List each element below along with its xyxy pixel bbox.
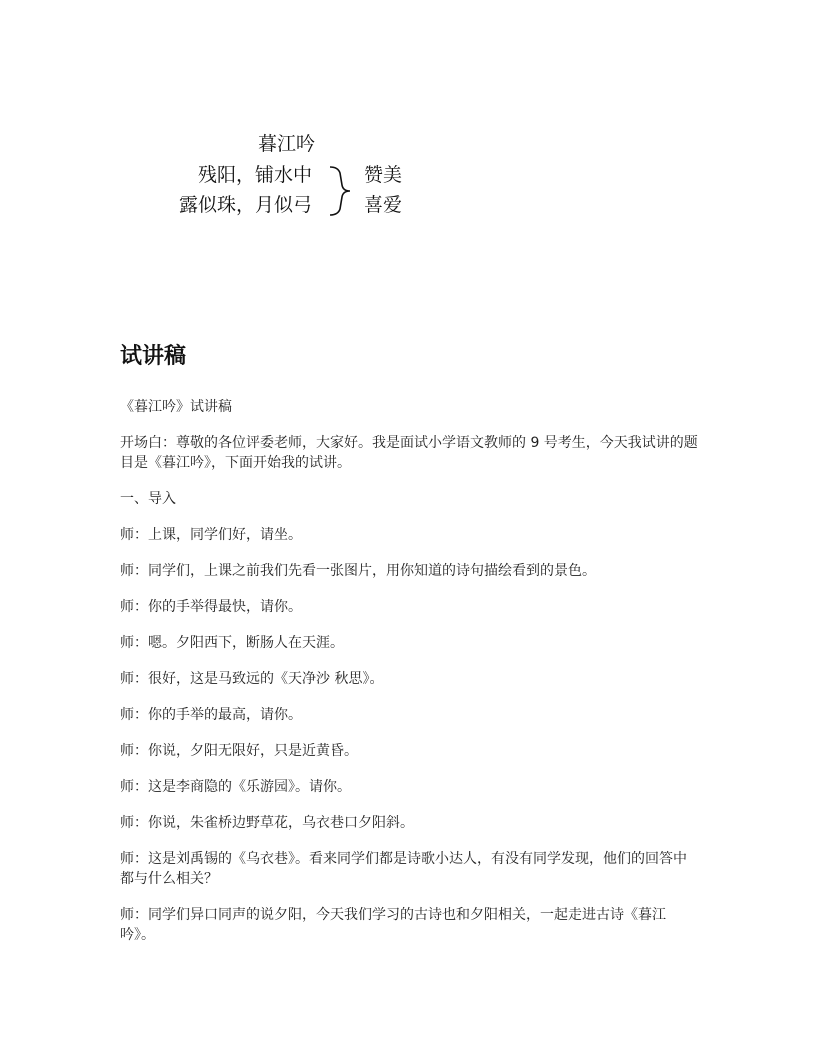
paragraph-opening: 开场白：尊敬的各位评委老师，大家好。我是面试小学语文教师的 9 号考生，今天我试讲的题目是《暮江吟》，下面开始我的试讲。 (120, 435, 698, 471)
section-heading: 试讲稿 (120, 344, 187, 369)
paragraph-section-intro: 一、导入 (120, 491, 176, 507)
paragraph: 师：同学们异口同声的说夕阳，今天我们学习的古诗也和夕阳相关，一起走进古诗《暮江吟》。 (120, 907, 666, 943)
blackboard-keyword-1: 赞美 (364, 164, 403, 186)
paragraph: 师：你说，朱雀桥边野草花，乌衣巷口夕阳斜。 (120, 815, 414, 831)
blackboard-summary (0, 0, 816, 240)
paragraph: 师：你说，夕阳无限好，只是近黄昏。 (120, 743, 358, 759)
script-content (120, 397, 700, 961)
blackboard-line-1: 残阳，铺水中 (197, 164, 312, 186)
blackboard-title: 暮江吟 (258, 133, 316, 155)
paragraph: 师：这是李商隐的《乐游园》。请你。 (120, 779, 351, 795)
paragraph: 师：你的手举的最高，请你。 (120, 707, 302, 723)
paragraph: 师：上课，同学们好，请坐。 (120, 527, 302, 543)
blackboard-keyword-2: 喜爱 (364, 194, 403, 216)
paragraph: 师：很好，这是马致远的《天净沙 秋思》。 (120, 671, 384, 687)
paragraph: 师：这是刘禹锡的《乌衣巷》。看来同学们都是诗歌小达人，有没有同学发现，他们的回答中都与什么相关？ (120, 851, 687, 887)
paragraph-doc-title: 《暮江吟》试讲稿 (120, 399, 232, 415)
paragraph: 师：你的手举得最快，请你。 (120, 599, 302, 615)
paragraph: 师：同学们，上课之前我们先看一张图片，用你知道的诗句描绘看到的景色。 (120, 563, 596, 579)
curly-brace-icon (326, 164, 362, 218)
paragraph: 师：嗯。夕阳西下，断肠人在天涯。 (120, 635, 344, 651)
blackboard-line-2: 露似珠，月似弓 (178, 194, 312, 216)
